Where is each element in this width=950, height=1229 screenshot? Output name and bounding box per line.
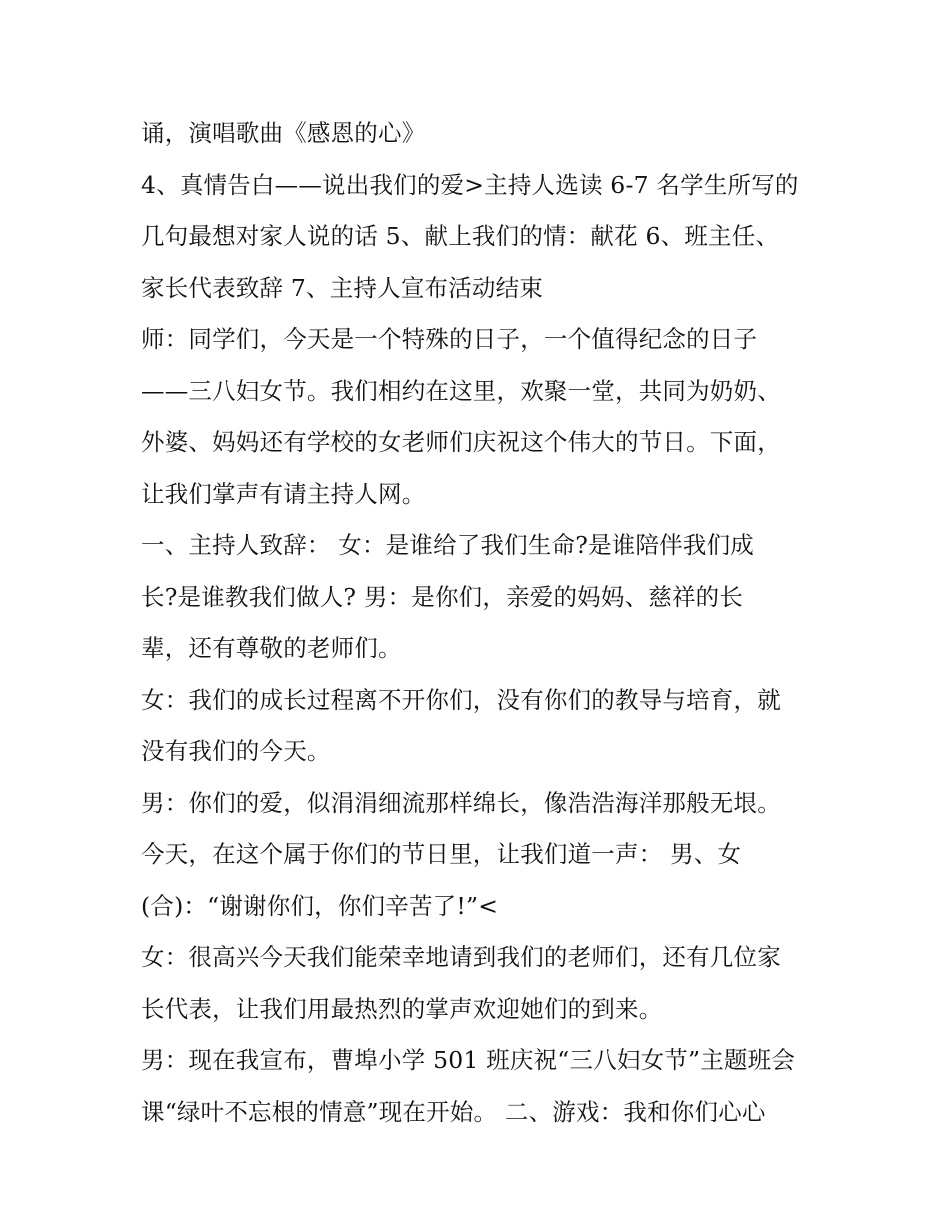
text-line: 女：我们的成长过程离不开你们，没有你们的教导与培育，就 xyxy=(141,685,781,714)
text-line: 外婆、妈妈还有学校的女老师们庆祝这个伟大的节日。下面， xyxy=(141,428,781,456)
text-line: 今天，在这个属于你们的节日里，让我们道一声： 男、女 xyxy=(141,840,742,868)
document-body xyxy=(141,108,821,1138)
text-line: 课“绿叶不忘根的情意”现在开始。 二、游戏：我和你们心心 xyxy=(141,1097,766,1126)
text-line: 家长代表致辞 7、主持人宣布活动结束 xyxy=(141,273,544,302)
text-line: 长?是谁教我们做人? 男：是你们，亲爱的妈妈、慈祥的长 xyxy=(141,582,744,611)
text-line: 一、主持人致辞： 女：是谁给了我们生命?是谁陪伴我们成 xyxy=(141,531,754,559)
text-line: 长代表，让我们用最热烈的掌声欢迎她们的到来。 xyxy=(141,994,663,1023)
text-line: ——三八妇女节。我们相约在这里，欢聚一堂，共同为奶奶、 xyxy=(141,376,781,405)
text-line: 辈，还有尊敬的老师们。 xyxy=(141,634,402,662)
text-line: 让我们掌声有请主持人网。 xyxy=(141,479,426,508)
text-line: 师：同学们，今天是一个特殊的日子，一个值得纪念的日子 xyxy=(141,325,758,353)
text-line: 女：很高兴今天我们能荣幸地请到我们的老师们，还有几位家 xyxy=(141,943,781,971)
text-line: 4、真情告白——说出我们的爱>主持人选读 6-7 名学生所写的 xyxy=(141,170,799,199)
text-line: 男：现在我宣布，曹埠小学 501 班庆祝“三八妇女节”主题班会 xyxy=(141,1046,796,1074)
text-line: 几句最想对家人说的话 5、献上我们的情：献花 6、班主任、 xyxy=(141,222,780,250)
text-line: 诵，演唱歌曲《感恩的心》 xyxy=(141,119,426,147)
text-line: 没有我们的今天。 xyxy=(141,737,331,765)
text-line: (合)：“谢谢你们，你们辛苦了!”< xyxy=(141,891,499,920)
text-line: 男：你们的爱，似涓涓细流那样绵长，像浩浩海洋那般无垠。 xyxy=(141,788,781,817)
